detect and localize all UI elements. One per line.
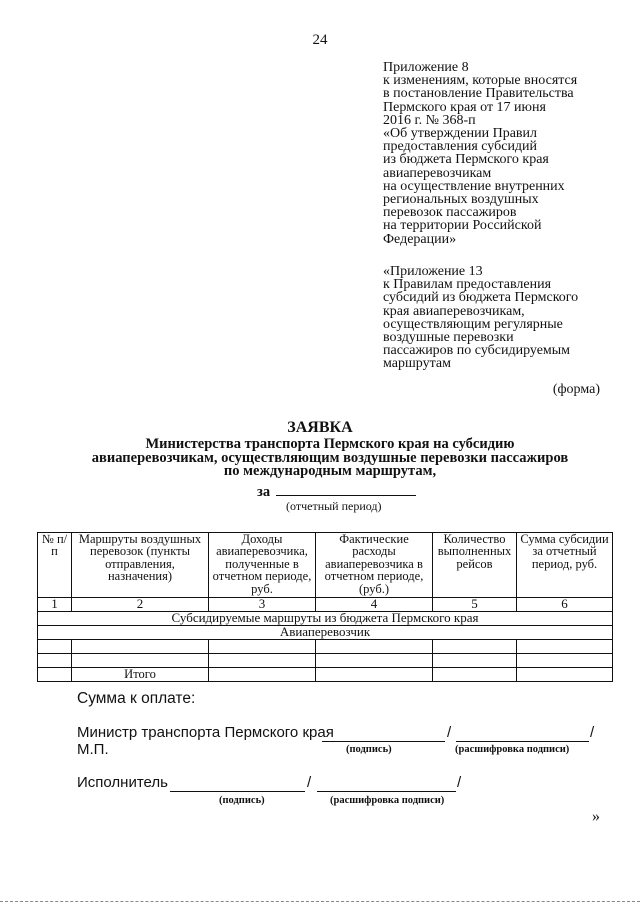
total-label: Итого (72, 668, 209, 682)
table-total-row (38, 668, 613, 682)
period-caption: (отчетный период) (286, 499, 382, 513)
header-income: Доходы авиаперевозчика, полученные в отчетном периоде, руб. (209, 533, 316, 598)
stamp-place-label: М.П. (77, 741, 109, 758)
table-cell[interactable] (517, 668, 613, 682)
table-cell[interactable] (38, 654, 72, 668)
annex-line: авиаперевозчикам (383, 165, 492, 181)
annex-line: на осуществление внутренних (383, 178, 565, 194)
table-cell[interactable] (316, 654, 433, 668)
page-number: 24 (312, 32, 328, 48)
header-expenses: Фактические расходы авиаперевозчика в отчетном периоде, (руб.) (316, 533, 433, 598)
table-cell[interactable] (517, 640, 613, 654)
executor-separator: / (307, 774, 312, 791)
section-routes-label: Субсидируемые маршруты из бюджета Пермского края (38, 612, 613, 626)
annex-line: «Об утверждении Правил (383, 126, 537, 142)
table-cell[interactable] (72, 640, 209, 654)
annex-line: осуществляющим регулярные (383, 316, 563, 332)
period-blank[interactable] (276, 483, 416, 496)
document-title: ЗАЯВКА (287, 419, 353, 436)
annex-line: маршрутам (383, 356, 451, 372)
annex-line: перевозок пассажиров (383, 205, 517, 221)
annex-line: пассажиров по субсидируемым (383, 343, 571, 359)
annex-line: на территории Российской (383, 218, 542, 234)
table-header-row (38, 533, 613, 598)
col-number: 1 (38, 598, 72, 612)
annex-line: предоставления субсидий (383, 139, 538, 155)
col-number: 5 (433, 598, 517, 612)
minister-separator: / (590, 724, 595, 741)
minister-separator: / (447, 724, 452, 741)
table-cell[interactable] (316, 640, 433, 654)
header-number: № п/п (38, 533, 72, 598)
table-cell[interactable] (316, 668, 433, 682)
table-cell[interactable] (517, 654, 613, 668)
minister-label: Министр транспорта Пермского края (77, 724, 334, 741)
closing-quote: » (592, 808, 600, 825)
header-subsidy: Сумма субсидии за отчетный период, руб. (517, 533, 613, 598)
col-number: 4 (316, 598, 433, 612)
table-cell[interactable] (209, 668, 316, 682)
table-row (38, 654, 613, 668)
header-routes: Маршруты воздушных перевозок (пункты отправления, назначения) (72, 533, 209, 598)
annex-line: из бюджета Пермского края (383, 152, 549, 168)
col-number: 3 (209, 598, 316, 612)
subsidy-table (37, 532, 613, 682)
subtitle-line: авиаперевозчикам, осуществляющим воздушные перевозки пассажиров (91, 449, 569, 466)
minister-decode-line[interactable] (456, 740, 589, 742)
annex-13-block (383, 265, 623, 371)
minister-decode-caption: (расшифровка подписи) (455, 744, 570, 755)
sum-to-pay-label: Сумма к оплате: (77, 690, 196, 707)
annex-line: края авиаперевозчикам, (383, 303, 525, 319)
table-cell[interactable] (209, 654, 316, 668)
table-cell[interactable] (38, 668, 72, 682)
table-cell[interactable] (209, 640, 316, 654)
annex-line: к Правилам предоставления (383, 277, 552, 293)
executor-label: Исполнитель (77, 774, 168, 791)
executor-decode-caption: (расшифровка подписи) (330, 795, 445, 806)
annex-line: 2016 г. № 368-п (383, 112, 476, 128)
annex-line: региональных воздушных (383, 192, 539, 208)
executor-decode-line[interactable] (317, 790, 456, 792)
annex-8-block (383, 61, 623, 246)
table-row (38, 640, 613, 654)
minister-signature-line[interactable] (322, 740, 445, 742)
minister-sign-caption: (подпись) (346, 744, 392, 755)
form-label: (форма) (552, 382, 600, 397)
table-carrier-row (38, 626, 613, 640)
executor-separator: / (457, 774, 462, 791)
annex-line: воздушные перевозки (383, 330, 514, 346)
annex-line: в постановление Правительства (383, 86, 574, 102)
annex-line: субсидий из бюджета Пермского (383, 290, 579, 306)
table-cell[interactable] (38, 640, 72, 654)
annex-line: Пермского края от 17 июня (383, 99, 546, 115)
table-cell[interactable] (433, 668, 517, 682)
col-number: 6 (517, 598, 613, 612)
annex-line: Федерации» (383, 231, 457, 247)
document-subtitle (60, 438, 600, 479)
table-cell[interactable] (433, 640, 517, 654)
table-cell[interactable] (433, 654, 517, 668)
period-prefix: за (257, 484, 271, 500)
executor-sign-caption: (подпись) (219, 795, 265, 806)
annex-line: Приложение 8 (383, 60, 469, 75)
carrier-label: Авиаперевозчик (38, 626, 613, 640)
table-cell[interactable] (72, 654, 209, 668)
annex-line: «Приложение 13 (383, 264, 483, 279)
page-bottom-edge (0, 901, 640, 902)
col-number: 2 (72, 598, 209, 612)
subtitle-line: по международным маршрутам, (223, 463, 437, 479)
annex-line: к изменениям, которые вносятся (383, 73, 578, 89)
executor-signature-line[interactable] (170, 790, 305, 792)
subtitle-line: Министерства транспорта Пермского края на субсидию (145, 436, 515, 452)
header-flights: Количество выполненных рейсов (433, 533, 517, 598)
